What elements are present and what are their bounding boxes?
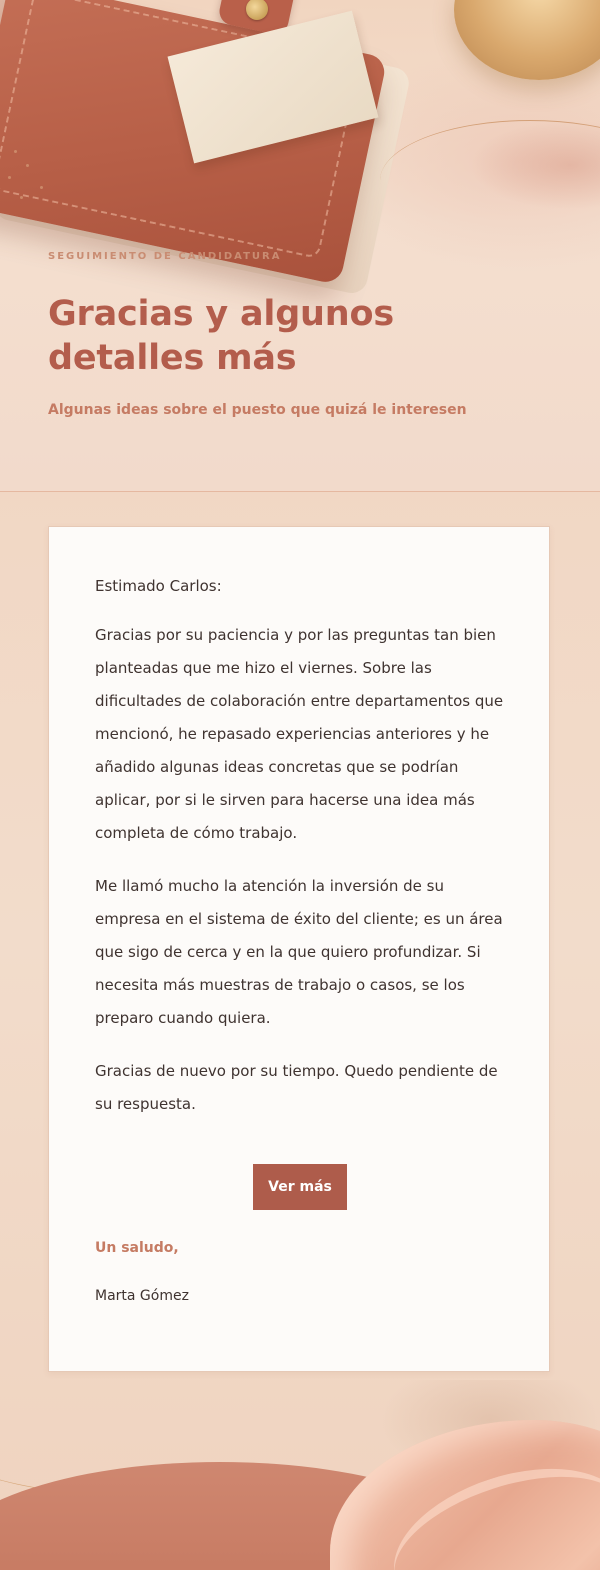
speckle-decoration xyxy=(20,196,23,199)
speckle-decoration xyxy=(8,176,11,179)
kicker-label: SEGUIMIENTO DE CANDIDATURA xyxy=(48,251,282,262)
ver-mas-button[interactable]: Ver más xyxy=(253,1164,347,1210)
page-subtitle: Algunas ideas sobre el puesto que quizá le interesen xyxy=(48,402,467,418)
letter-paragraph: Me llamó mucho la atención la inversión de su empresa en el sistema de éxito del cliente; es un área que sigo de cerca y en la que quiero profundizar. Si necesita más muestras de trabajo o casos, se los preparo cuando quiera. xyxy=(95,877,503,1027)
lamp-decoration xyxy=(454,0,600,80)
hero-text xyxy=(48,250,552,420)
speckle-decoration xyxy=(14,150,17,153)
footer-decoration xyxy=(0,1380,600,1570)
letter-greeting: Estimado Carlos: xyxy=(95,577,222,595)
speckle-decoration xyxy=(26,164,29,167)
hero-banner xyxy=(0,0,600,492)
hero-divider xyxy=(0,491,600,492)
letter-signoff: Un saludo, xyxy=(95,1240,179,1256)
gold-swoosh-decoration xyxy=(380,120,600,241)
speckle-decoration xyxy=(40,186,43,189)
letter-body xyxy=(95,571,507,1121)
page-title: Gracias y algunos detalles más xyxy=(48,294,394,378)
letter-paragraph: Gracias de nuevo por su tiempo. Quedo pendiente de su respuesta. xyxy=(95,1062,498,1113)
letter-paragraph: Gracias por su paciencia y por las preguntas tan bien planteadas que me hizo el viernes. Sobre las dificultades de colaboración entre departamentos que mencionó, he repasado experiencias anteriores y he añadido algunas ideas concretas que se podrían aplicar, por si le sirven para hacerse una idea más completa de cómo trabajo. xyxy=(95,626,504,842)
cta-container xyxy=(49,1164,551,1210)
letter-card xyxy=(48,526,550,1372)
letter-signature: Marta Gómez xyxy=(95,1288,189,1304)
